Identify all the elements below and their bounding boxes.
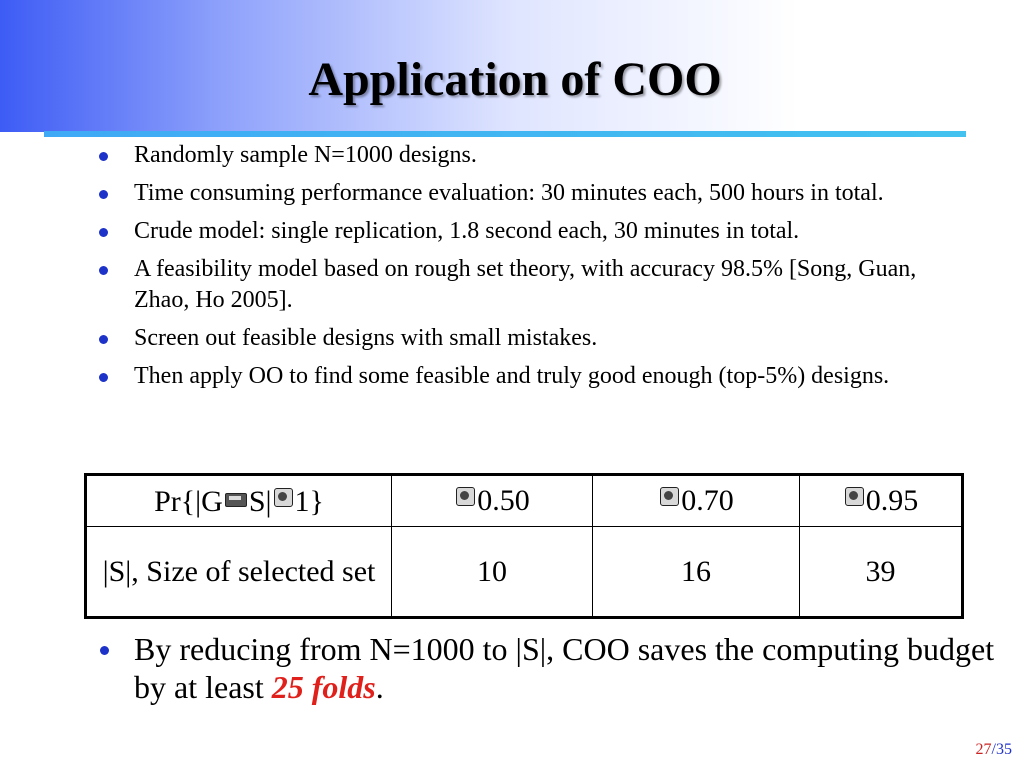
- table-row: [86, 527, 963, 618]
- bullet-item: [0, 323, 960, 354]
- table-row: [86, 475, 963, 527]
- bullet-item: [0, 254, 960, 316]
- conclusion-emphasis: 25 folds: [271, 669, 376, 705]
- bullet-dot-icon: [99, 152, 108, 161]
- bullet-item: [0, 216, 960, 247]
- conclusion-end: .: [375, 669, 384, 705]
- total-pages: 35: [996, 741, 1012, 758]
- probability-value-cell: [593, 475, 800, 527]
- circle-glyph-icon: [845, 487, 864, 506]
- bullet-text: Then apply OO to find some feasible and truly good enough (top-5%) designs.: [134, 363, 890, 389]
- bullet-dot-icon: [99, 228, 108, 237]
- probability-value-cell: [800, 475, 963, 527]
- circle-glyph-icon: [274, 488, 293, 507]
- bullet-item: [0, 361, 960, 392]
- title-divider: [44, 131, 966, 137]
- circle-glyph-icon: [456, 487, 475, 506]
- circle-glyph-icon: [660, 487, 679, 506]
- bullet-item: [0, 178, 960, 209]
- bullet-item: [0, 140, 960, 171]
- prob-value: 0.95: [865, 484, 919, 517]
- prob-label-part: S|: [248, 484, 272, 518]
- bullet-dot-icon: [99, 190, 108, 199]
- bullet-text: Time consuming performance evaluation: 30 minutes each, 500 hours in total.: [134, 180, 884, 206]
- size-label-cell: |S|, Size of selected set: [86, 527, 392, 618]
- current-page: 27: [975, 741, 992, 758]
- bullet-text: A feasibility model based on rough set theory, with accuracy 98.5% [Song, Guan, Zhao, Ho 2005].: [134, 256, 917, 313]
- probability-label-cell: [86, 475, 392, 527]
- prob-value: 0.50: [477, 484, 530, 517]
- bullet-text: Screen out feasible designs with small mistakes.: [134, 325, 598, 351]
- bullet-dot-icon: [99, 373, 108, 382]
- bullet-text: Crude model: single replication, 1.8 second each, 30 minutes in total.: [134, 218, 800, 244]
- bullet-list: [0, 140, 960, 399]
- bullet-text: Randomly sample N=1000 designs.: [134, 142, 477, 168]
- page-separator: /: [991, 741, 996, 758]
- size-value-cell: 39: [800, 527, 963, 618]
- results-table: [84, 473, 964, 619]
- size-value-cell: 16: [593, 527, 800, 618]
- prob-label-part: Pr{|G: [154, 484, 223, 518]
- bullet-dot-icon: [100, 646, 109, 655]
- slide-title: Application of COO: [308, 53, 722, 106]
- bullet-dot-icon: [99, 335, 108, 344]
- conclusion-bullet: [0, 630, 1000, 706]
- prob-value: 0.70: [681, 484, 734, 517]
- probability-value-cell: [392, 475, 593, 527]
- page-number: [976, 741, 1012, 759]
- prob-label-part: 1}: [294, 484, 324, 518]
- keyboard-glyph-icon: [225, 493, 247, 507]
- conclusion-text: By reducing from N=1000 to |S|, COO saves the computing budget by at least: [134, 631, 995, 705]
- bullet-dot-icon: [99, 266, 108, 275]
- size-value-cell: 10: [392, 527, 593, 618]
